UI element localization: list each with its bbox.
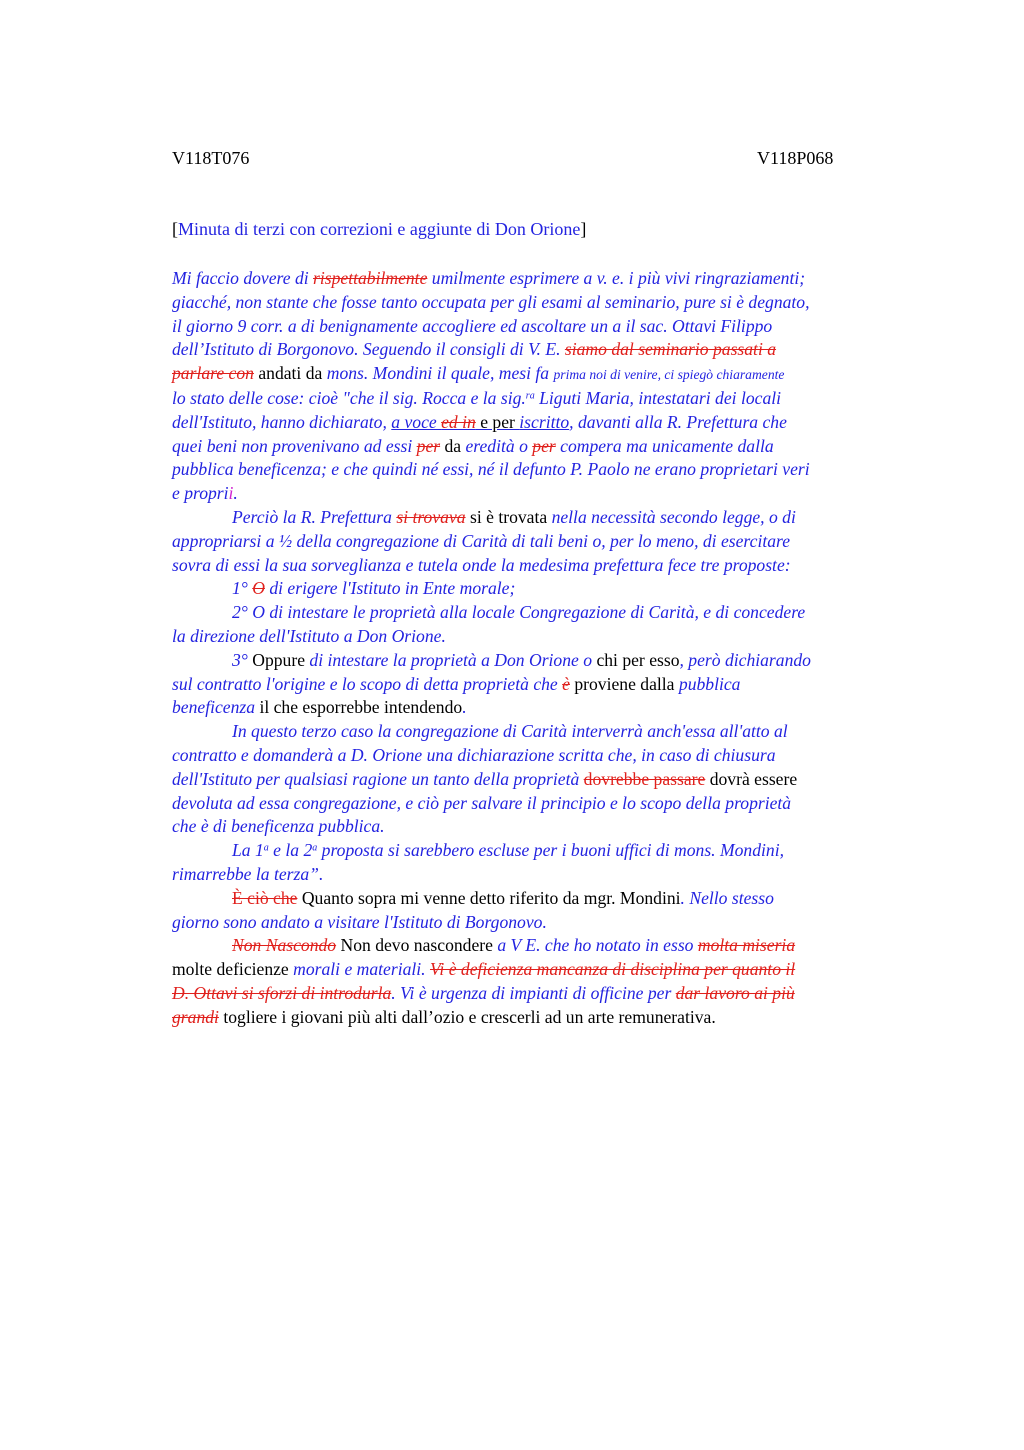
line: sovra di essi la sua sorveglianza e tutela onde la medesima prefettura fece tre proposte: <box>172 554 791 575</box>
inserted-text: chi per esso <box>596 649 680 670</box>
text: quei beni non provenivano ad essi <box>172 435 417 456</box>
deleted-text: dar lavoro ai più <box>675 982 795 1003</box>
line: giacché, non stante che fosse tanto occupata per gli esami al seminario, pure si è degnato, <box>172 291 810 312</box>
line <box>172 768 932 792</box>
line <box>172 362 932 387</box>
paragraph-3 <box>172 577 932 601</box>
deleted-text: per <box>532 435 556 456</box>
text: beneficenza <box>172 697 256 718</box>
text: proposta si sarebbero escluse per i buoni uffici di mons. Mondini, <box>317 840 784 861</box>
text: , però dichiarando <box>679 649 811 670</box>
letter-body <box>172 267 932 1030</box>
text: umilmente esprimere a v. e. i più vivi ringraziamenti; <box>427 268 806 288</box>
inserted-text: Non devo nascondere <box>336 935 498 956</box>
text: compera ma unicamente dalla <box>555 435 774 456</box>
inserted-text: Quanto sopra mi venne detto riferito da mgr. Mondini <box>297 887 681 908</box>
deleted-text: È ciò che <box>232 887 298 908</box>
text: di erigere l'Istituto in Ente morale; <box>264 578 516 599</box>
text: . Vi è urgenza di impianti di officine per <box>391 982 676 1003</box>
line <box>172 649 932 673</box>
document-caption <box>172 218 586 240</box>
inserted-text: si è trovata <box>465 506 552 527</box>
line <box>172 982 932 1006</box>
text: pubblica <box>678 673 741 694</box>
line <box>172 577 932 601</box>
inserted-text: Oppure <box>252 649 310 670</box>
inserted-text: dovrà essere <box>705 768 798 789</box>
superscript: ra <box>525 390 535 402</box>
text: nella necessità secondo legge, o di <box>551 506 796 527</box>
deleted-text: O <box>252 578 265 599</box>
text: lo stato delle cose: cioè "che il sig. Rocca e la sig. <box>172 387 526 408</box>
text: . Nello stesso <box>680 887 774 908</box>
text: morali e materiali. <box>293 959 430 980</box>
inserted-text: da <box>440 435 466 456</box>
deleted-text: Non Nascondo <box>232 935 337 956</box>
magenta-text: i <box>228 483 234 504</box>
deleted-text: rispettabilmente <box>313 268 428 288</box>
caption-text: Minuta di terzi con correzioni e aggiunte di Don Orione <box>178 219 581 239</box>
text: sul contratto l'origine e lo scopo di detta proprietà che <box>172 673 563 694</box>
deleted-text: dovrebbe passare <box>583 768 706 789</box>
text: mons. Mondini il quale, mesi fa <box>326 363 554 384</box>
text: dell'Istituto, hanno dichiarato, <box>172 411 392 432</box>
inserted-text: il che esporrebbe intendendo <box>255 697 463 718</box>
line <box>172 506 932 530</box>
inserted-text: proviene dalla <box>569 673 679 694</box>
text: . <box>233 483 238 504</box>
deleted-text: per <box>416 435 441 456</box>
line: che è di beneficenza pubblica. <box>172 816 385 837</box>
line <box>172 887 932 911</box>
superscript: a <box>312 842 318 854</box>
line <box>172 1006 932 1030</box>
deleted-text: siamo dal seminario passati a <box>564 339 777 360</box>
deleted-text: è <box>562 673 570 694</box>
superscript: a <box>263 842 269 854</box>
paragraph-6 <box>172 720 932 839</box>
line <box>172 267 932 291</box>
text: La 1 <box>232 840 264 861</box>
paragraph-1 <box>172 267 932 506</box>
small-inserted-text: prima noi di venire, ci spiegò chiaramente <box>553 367 785 383</box>
text: eredità o <box>465 435 533 456</box>
underlined-text: a voce <box>391 411 442 432</box>
deleted-text: grandi <box>172 1006 219 1027</box>
deleted-text: D. Ottavi si sforzi di introdurla <box>172 982 392 1003</box>
line: appropriarsi a ½ della congregazione di Carità di tali beni o, per lo meno, di esercitare <box>172 530 791 551</box>
line <box>172 696 932 720</box>
text: 1° <box>232 578 253 599</box>
text: dell’Istituto di Borgonovo. Seguendo il consigli di V. E. <box>172 339 565 360</box>
deleted-text: ed in <box>441 411 476 432</box>
line: il giorno 9 corr. a di benignamente accogliere ed ascoltare un a il sac. Ottavi Filippo <box>172 315 773 336</box>
deleted-text: molta miseria <box>697 935 796 956</box>
line: contratto e domanderà a D. Orione una dichiarazione scritta che, in caso di chiusura <box>172 744 776 765</box>
line <box>172 435 932 459</box>
text: Perciò la R. Prefettura <box>232 506 397 527</box>
text: e la 2 <box>268 840 313 861</box>
paragraph-9 <box>172 934 932 1029</box>
line: 2° O di intestare le proprietà alla locale Congregazione di Carità, e di concedere <box>232 602 806 623</box>
line <box>172 934 932 958</box>
line <box>172 958 932 982</box>
inserted-text: andati da <box>253 363 327 384</box>
text: , davanti alla R. Prefettura che <box>569 411 787 432</box>
paragraph-7 <box>172 839 932 887</box>
line: pubblica beneficenza; e che quindi né essi, né il defunto P. Paolo ne erano proprietari veri <box>172 459 810 480</box>
line <box>172 482 932 506</box>
text: e propri <box>172 483 229 504</box>
caption-close-bracket: ] <box>580 219 587 239</box>
document-code-left: V118T076 <box>172 148 250 168</box>
line: giorno sono andato a visitare l'Istituto di Borgonovo. <box>172 911 547 932</box>
text: Mi faccio dovere di <box>172 268 314 288</box>
text: Liguti Maria, intestatari dei locali <box>534 387 782 408</box>
line <box>172 673 932 697</box>
line: rimarrebbe la terza”. <box>172 863 324 884</box>
text: di intestare la proprietà a Don Orione o <box>309 649 597 670</box>
paragraph-5 <box>172 649 932 720</box>
text: 3° <box>232 649 253 670</box>
line <box>172 411 932 435</box>
inserted-text: e per <box>475 411 520 432</box>
line <box>172 338 932 362</box>
line: la direzione dell'Istituto a Don Orione. <box>172 625 446 646</box>
inserted-text: togliere i giovani più alti dall’ozio e crescerli ad un arte remunerativa <box>218 1006 712 1027</box>
line <box>172 387 932 411</box>
text: . <box>711 1006 716 1027</box>
line: In questo terzo caso la congregazione di Carità interverrà anch'essa all'atto al <box>232 721 788 742</box>
deleted-text: parlare con <box>172 363 254 384</box>
document-code-right: V118P068 <box>757 148 834 168</box>
underlined-text: iscritto <box>519 411 570 432</box>
underlined-text <box>391 412 569 432</box>
text: dell'Istituto per qualsiasi ragione un tanto della proprietà <box>172 768 584 789</box>
line <box>172 839 932 863</box>
caption-open-bracket: [ <box>172 219 178 239</box>
text: a V E. che ho notato in esso <box>497 935 698 956</box>
text: . <box>462 697 467 718</box>
inserted-text: molte deficienze <box>172 959 294 980</box>
paragraph-8 <box>172 887 932 935</box>
deleted-text: si trovava <box>396 506 466 527</box>
deleted-text: Vi è deficienza mancanza di disciplina per quanto il <box>429 959 796 980</box>
paragraph-4 <box>172 601 932 649</box>
paragraph-2 <box>172 506 932 577</box>
line: devoluta ad essa congregazione, e ciò per salvare il principio e lo scopo della proprietà <box>172 792 792 813</box>
